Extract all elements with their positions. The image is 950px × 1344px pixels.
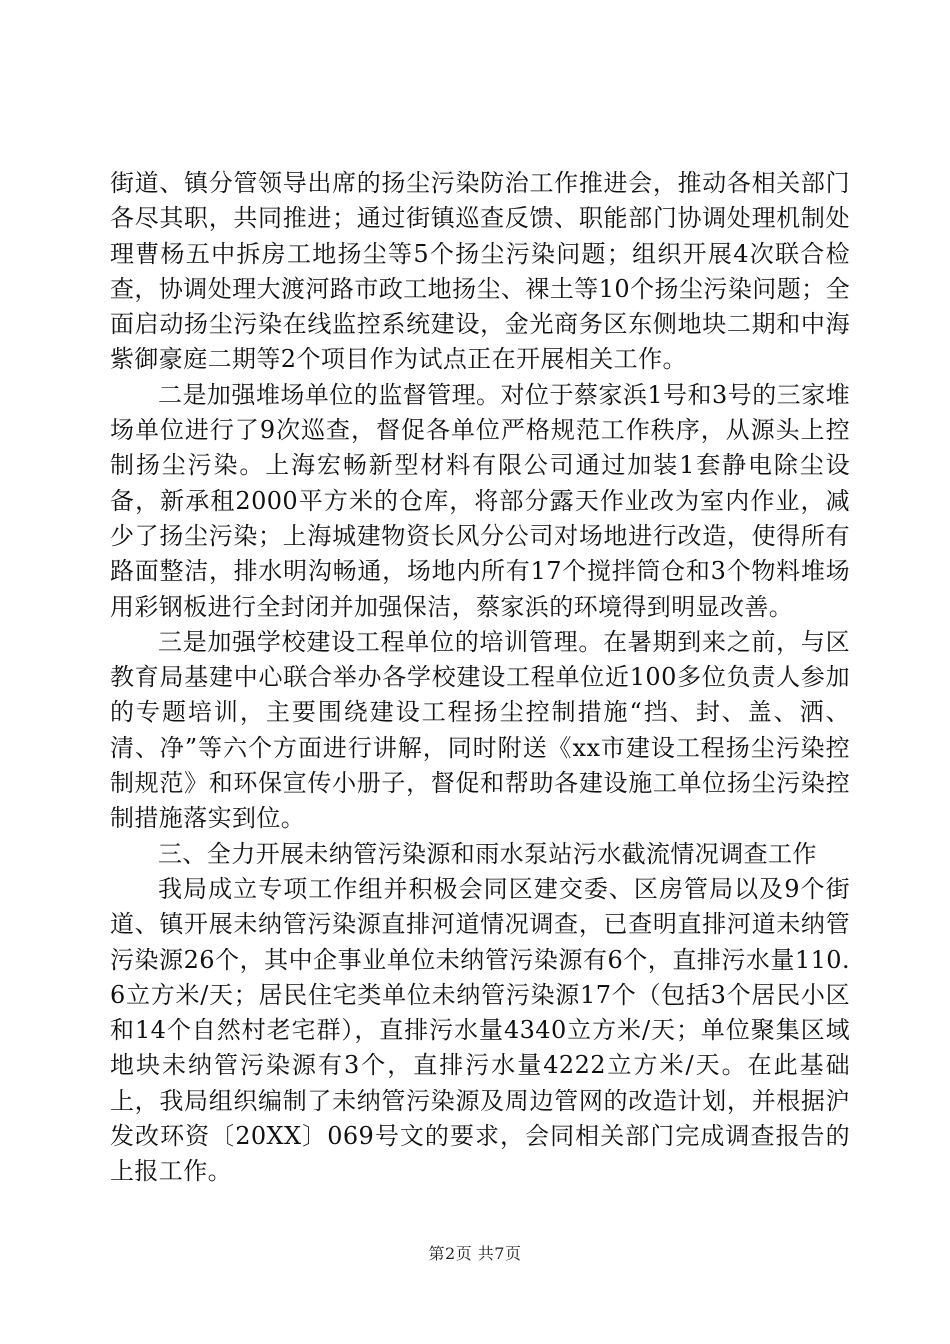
paragraph-pollution-source-survey: 我局成立专项工作组并积极会同区建交委、区房管局以及9个街道、镇开展未纳管污染源直排河道情况调查，已查明直排河道未纳管污染源26个，其中企事业单位未纳管污染源有6个，直排污水量110.6立方米/天；居民住宅类单位未纳管污染源17个（包括3个居民小区和14个自然村老宅群），直排污水量4340立方米/天；单位聚集区域地块未纳管污染源有3个，直排污水量4222立方米/天。在此基础上，我局组织编制了未纳管污染源及周边管网的改造计划，并根据沪发改环资〔20XX〕069号文的要求，会同相关部门完成调查报告的上报工作。 [110, 874, 850, 1186]
page-number-footer: 第2页 共7页 [428, 1244, 522, 1263]
paragraph-dust-control-meeting: 街道、镇分管领导出席的扬尘污染防治工作推进会，推动各相关部门各尽其职，共同推进；通过街镇巡查反馈、职能部门协调处理机制处理曹杨五中拆房工地扬尘等5个扬尘污染问题；组织开展4次联合检查，协调处理大渡河路市政工地扬尘、裸土等10个扬尘污染问题；全面启动扬尘污染在线监控系统建设，金光商务区东侧地块二期和中海紫御豪庭二期等2个项目作为试点正在开展相关工作。 [110, 169, 850, 374]
paragraph-school-construction-training: 三是加强学校建设工程单位的培训管理。在暑期到来之前，与区教育局基建中心联合举办各学校建设工程单位近100多位负责人参加的专题培训，主要围绕建设工程扬尘控制措施“挡、封、盖、洒、清、净”等六个方面进行讲解，同时附送《xx市建设工程扬尘污染控制规范》和环保宣传小册子，督促和帮助各建设施工单位扬尘污染控制措施落实到位。 [110, 627, 850, 833]
section-heading-pollution-survey: 三、全力开展未纳管污染源和雨水泵站污水截流情况调查工作 [158, 839, 817, 868]
document-body [110, 166, 850, 1190]
paragraph-storage-yard-supervision: 二是加强堆场单位的监督管理。对位于蔡家浜1号和3号的三家堆场单位进行了9次巡查，督促各单位严格规范工作秩序，从源头上控制扬尘污染。上海宏畅新型材料有限公司通过加装1套静电除尘设备，新承租2000平方米的仓库，将部分露天作业改为室内作业，减少了扬尘污染；上海城建物资长风分公司对场地进行改造，使得所有路面整洁，排水明沟畅通，场地内所有17个搅拌筒仓和3个物料堆场用彩钢板进行全封闭并加强保洁，蔡家浜的环境得到明显改善。 [110, 380, 850, 621]
